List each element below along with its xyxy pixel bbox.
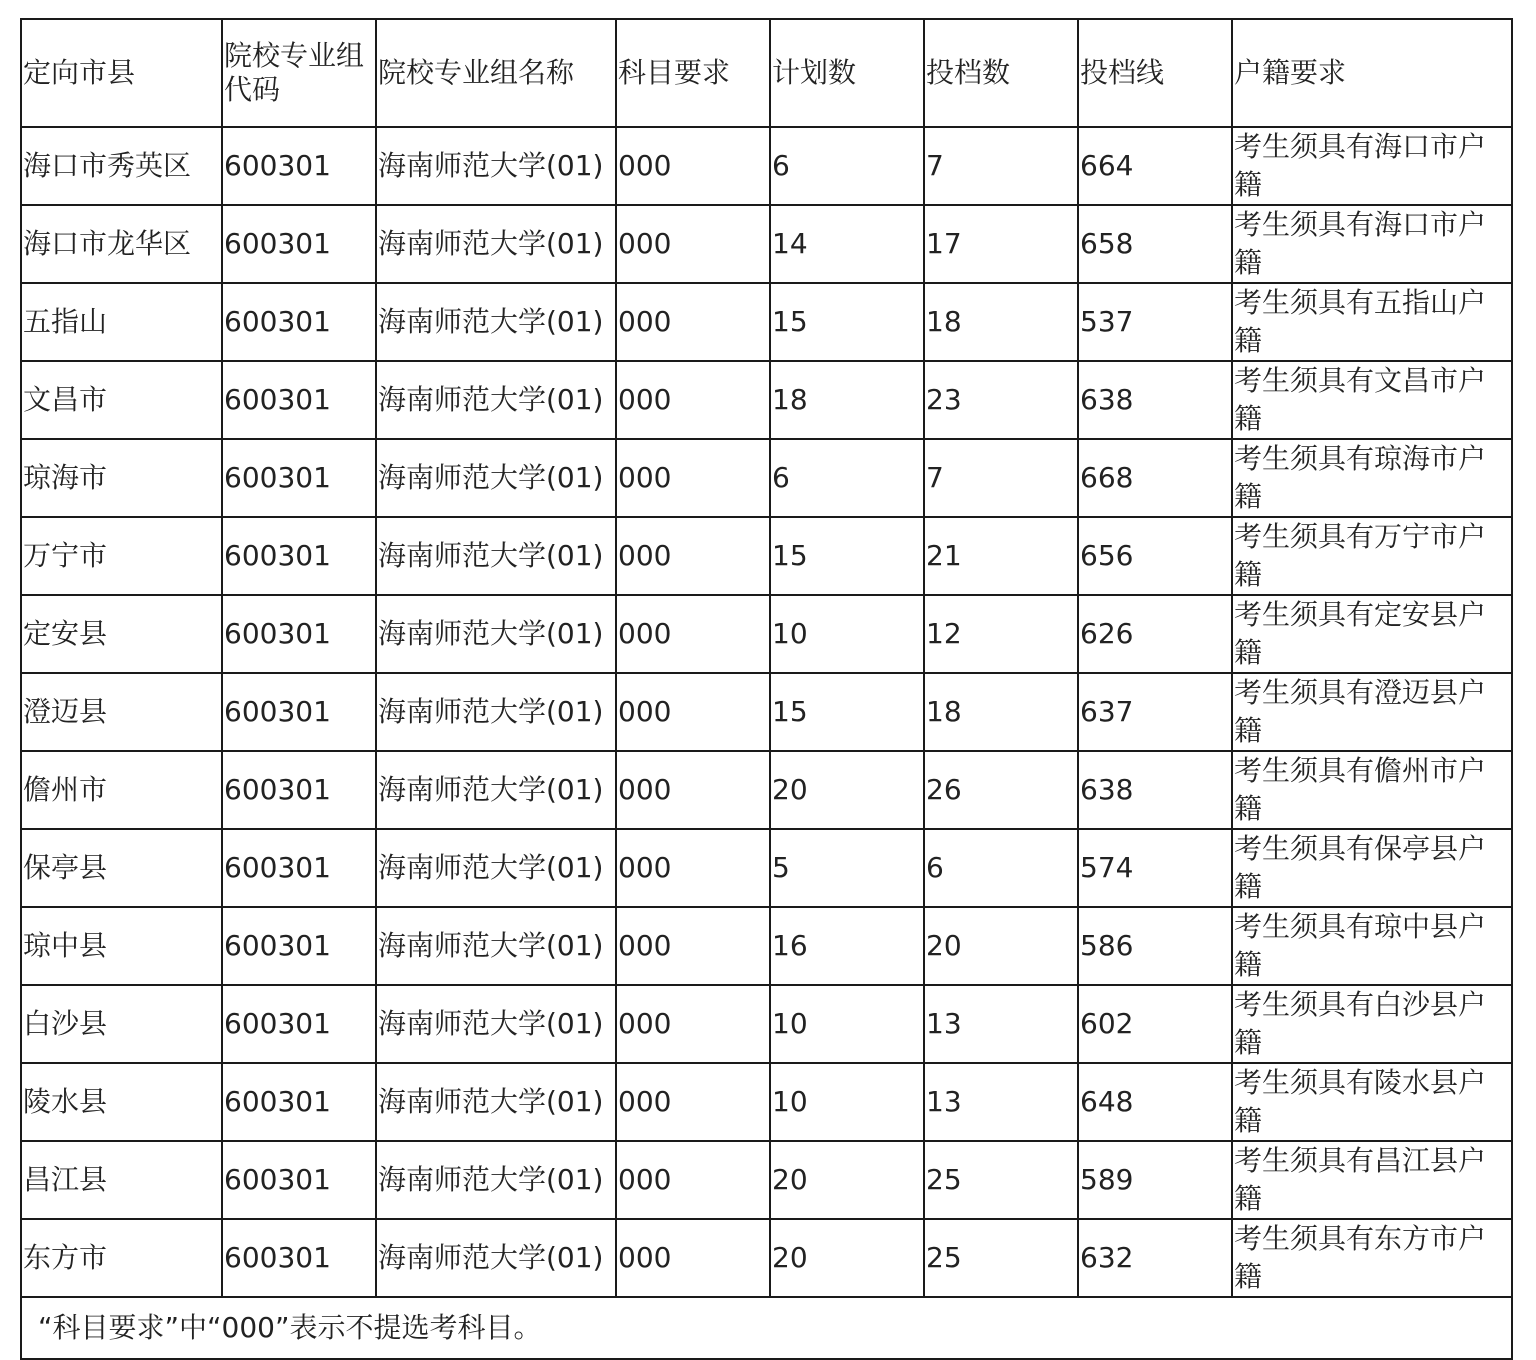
- cell-admitted: 20: [924, 907, 1078, 985]
- cell-group-code: 600301: [222, 517, 376, 595]
- cell-residence-req: 考生须具有万宁市户籍: [1232, 517, 1512, 595]
- cell-subject-req: 000: [616, 283, 770, 361]
- cell-group-name: 海南师范大学(01): [376, 985, 616, 1063]
- cell-subject-req: 000: [616, 751, 770, 829]
- table-row: [21, 829, 1512, 907]
- cell-group-name: 海南师范大学(01): [376, 439, 616, 517]
- cell-cutoff: 632: [1078, 1219, 1232, 1297]
- cell-region: 琼海市: [21, 439, 222, 517]
- cell-region: 五指山: [21, 283, 222, 361]
- cell-region: 海口市龙华区: [21, 205, 222, 283]
- table-body: [21, 127, 1512, 1359]
- table-row: [21, 751, 1512, 829]
- note-row: [21, 1297, 1512, 1359]
- cell-group-code: 600301: [222, 361, 376, 439]
- cell-group-code: 600301: [222, 1063, 376, 1141]
- cell-plan: 6: [770, 127, 924, 205]
- cell-cutoff: 537: [1078, 283, 1232, 361]
- cell-cutoff: 626: [1078, 595, 1232, 673]
- cell-group-code: 600301: [222, 595, 376, 673]
- cell-group-code: 600301: [222, 1141, 376, 1219]
- cell-group-code: 600301: [222, 127, 376, 205]
- cell-residence-req: 考生须具有定安县户籍: [1232, 595, 1512, 673]
- cell-group-code: 600301: [222, 829, 376, 907]
- admission-table: [20, 18, 1513, 1360]
- cell-group-name: 海南师范大学(01): [376, 829, 616, 907]
- cell-plan: 15: [770, 673, 924, 751]
- cell-region: 陵水县: [21, 1063, 222, 1141]
- cell-cutoff: 668: [1078, 439, 1232, 517]
- cell-subject-req: 000: [616, 595, 770, 673]
- cell-admitted: 21: [924, 517, 1078, 595]
- cell-group-code: 600301: [222, 283, 376, 361]
- table-header: [21, 19, 1512, 127]
- header-plan: 计划数: [770, 19, 924, 127]
- cell-admitted: 17: [924, 205, 1078, 283]
- cell-residence-req: 考生须具有儋州市户籍: [1232, 751, 1512, 829]
- cell-subject-req: 000: [616, 517, 770, 595]
- table-note: “科目要求”中“000”表示不提选考科目。: [21, 1297, 1512, 1359]
- cell-plan: 10: [770, 985, 924, 1063]
- cell-residence-req: 考生须具有白沙县户籍: [1232, 985, 1512, 1063]
- cell-plan: 20: [770, 1141, 924, 1219]
- cell-cutoff: 664: [1078, 127, 1232, 205]
- cell-plan: 18: [770, 361, 924, 439]
- table-row: [21, 1219, 1512, 1297]
- cell-cutoff: 602: [1078, 985, 1232, 1063]
- cell-residence-req: 考生须具有海口市户籍: [1232, 205, 1512, 283]
- cell-subject-req: 000: [616, 1219, 770, 1297]
- cell-cutoff: 586: [1078, 907, 1232, 985]
- table-row: [21, 907, 1512, 985]
- cell-region: 东方市: [21, 1219, 222, 1297]
- cell-admitted: 7: [924, 127, 1078, 205]
- cell-group-name: 海南师范大学(01): [376, 1141, 616, 1219]
- cell-cutoff: 638: [1078, 751, 1232, 829]
- cell-plan: 20: [770, 751, 924, 829]
- header-cutoff: 投档线: [1078, 19, 1232, 127]
- table-row: [21, 127, 1512, 205]
- cell-plan: 14: [770, 205, 924, 283]
- cell-residence-req: 考生须具有保亭县户籍: [1232, 829, 1512, 907]
- cell-admitted: 26: [924, 751, 1078, 829]
- header-residence-req: 户籍要求: [1232, 19, 1512, 127]
- cell-group-name: 海南师范大学(01): [376, 673, 616, 751]
- cell-subject-req: 000: [616, 439, 770, 517]
- cell-plan: 6: [770, 439, 924, 517]
- header-subject-req: 科目要求: [616, 19, 770, 127]
- cell-admitted: 12: [924, 595, 1078, 673]
- table-row: [21, 361, 1512, 439]
- cell-admitted: 25: [924, 1219, 1078, 1297]
- cell-group-name: 海南师范大学(01): [376, 1219, 616, 1297]
- admission-table-container: [20, 18, 1511, 1360]
- cell-residence-req: 考生须具有陵水县户籍: [1232, 1063, 1512, 1141]
- cell-admitted: 13: [924, 1063, 1078, 1141]
- cell-group-name: 海南师范大学(01): [376, 361, 616, 439]
- table-row: [21, 517, 1512, 595]
- cell-group-name: 海南师范大学(01): [376, 595, 616, 673]
- header-group-name: 院校专业组名称: [376, 19, 616, 127]
- cell-plan: 15: [770, 517, 924, 595]
- cell-group-name: 海南师范大学(01): [376, 907, 616, 985]
- cell-admitted: 25: [924, 1141, 1078, 1219]
- cell-residence-req: 考生须具有文昌市户籍: [1232, 361, 1512, 439]
- cell-plan: 16: [770, 907, 924, 985]
- cell-admitted: 13: [924, 985, 1078, 1063]
- table-row: [21, 1141, 1512, 1219]
- cell-group-code: 600301: [222, 1219, 376, 1297]
- cell-region: 儋州市: [21, 751, 222, 829]
- cell-group-code: 600301: [222, 985, 376, 1063]
- cell-admitted: 7: [924, 439, 1078, 517]
- table-row: [21, 1063, 1512, 1141]
- cell-region: 保亭县: [21, 829, 222, 907]
- cell-region: 澄迈县: [21, 673, 222, 751]
- cell-cutoff: 638: [1078, 361, 1232, 439]
- cell-region: 琼中县: [21, 907, 222, 985]
- cell-residence-req: 考生须具有五指山户籍: [1232, 283, 1512, 361]
- cell-admitted: 23: [924, 361, 1078, 439]
- cell-admitted: 18: [924, 283, 1078, 361]
- cell-region: 昌江县: [21, 1141, 222, 1219]
- cell-plan: 10: [770, 1063, 924, 1141]
- cell-cutoff: 589: [1078, 1141, 1232, 1219]
- cell-group-name: 海南师范大学(01): [376, 205, 616, 283]
- cell-region: 定安县: [21, 595, 222, 673]
- cell-group-name: 海南师范大学(01): [376, 517, 616, 595]
- cell-subject-req: 000: [616, 1141, 770, 1219]
- cell-group-name: 海南师范大学(01): [376, 751, 616, 829]
- cell-subject-req: 000: [616, 1063, 770, 1141]
- cell-group-code: 600301: [222, 907, 376, 985]
- cell-subject-req: 000: [616, 985, 770, 1063]
- cell-group-code: 600301: [222, 205, 376, 283]
- header-admitted: 投档数: [924, 19, 1078, 127]
- cell-cutoff: 574: [1078, 829, 1232, 907]
- cell-residence-req: 考生须具有海口市户籍: [1232, 127, 1512, 205]
- cell-cutoff: 658: [1078, 205, 1232, 283]
- cell-cutoff: 656: [1078, 517, 1232, 595]
- cell-region: 万宁市: [21, 517, 222, 595]
- cell-residence-req: 考生须具有澄迈县户籍: [1232, 673, 1512, 751]
- table-row: [21, 439, 1512, 517]
- cell-subject-req: 000: [616, 127, 770, 205]
- cell-region: 海口市秀英区: [21, 127, 222, 205]
- cell-region: 白沙县: [21, 985, 222, 1063]
- cell-group-name: 海南师范大学(01): [376, 283, 616, 361]
- header-region: 定向市县: [21, 19, 222, 127]
- cell-subject-req: 000: [616, 361, 770, 439]
- cell-group-code: 600301: [222, 673, 376, 751]
- header-group-code: 院校专业组代码: [222, 19, 376, 127]
- cell-subject-req: 000: [616, 829, 770, 907]
- cell-subject-req: 000: [616, 205, 770, 283]
- cell-admitted: 18: [924, 673, 1078, 751]
- cell-cutoff: 637: [1078, 673, 1232, 751]
- cell-group-name: 海南师范大学(01): [376, 1063, 616, 1141]
- cell-residence-req: 考生须具有昌江县户籍: [1232, 1141, 1512, 1219]
- table-row: [21, 595, 1512, 673]
- table-row: [21, 985, 1512, 1063]
- cell-subject-req: 000: [616, 673, 770, 751]
- cell-group-name: 海南师范大学(01): [376, 127, 616, 205]
- cell-plan: 5: [770, 829, 924, 907]
- cell-plan: 20: [770, 1219, 924, 1297]
- table-row: [21, 283, 1512, 361]
- cell-admitted: 6: [924, 829, 1078, 907]
- cell-group-code: 600301: [222, 751, 376, 829]
- cell-cutoff: 648: [1078, 1063, 1232, 1141]
- cell-residence-req: 考生须具有琼中县户籍: [1232, 907, 1512, 985]
- cell-group-code: 600301: [222, 439, 376, 517]
- cell-residence-req: 考生须具有东方市户籍: [1232, 1219, 1512, 1297]
- cell-region: 文昌市: [21, 361, 222, 439]
- table-row: [21, 673, 1512, 751]
- cell-plan: 10: [770, 595, 924, 673]
- table-row: [21, 205, 1512, 283]
- header-row: [21, 19, 1512, 127]
- cell-residence-req: 考生须具有琼海市户籍: [1232, 439, 1512, 517]
- cell-plan: 15: [770, 283, 924, 361]
- cell-subject-req: 000: [616, 907, 770, 985]
